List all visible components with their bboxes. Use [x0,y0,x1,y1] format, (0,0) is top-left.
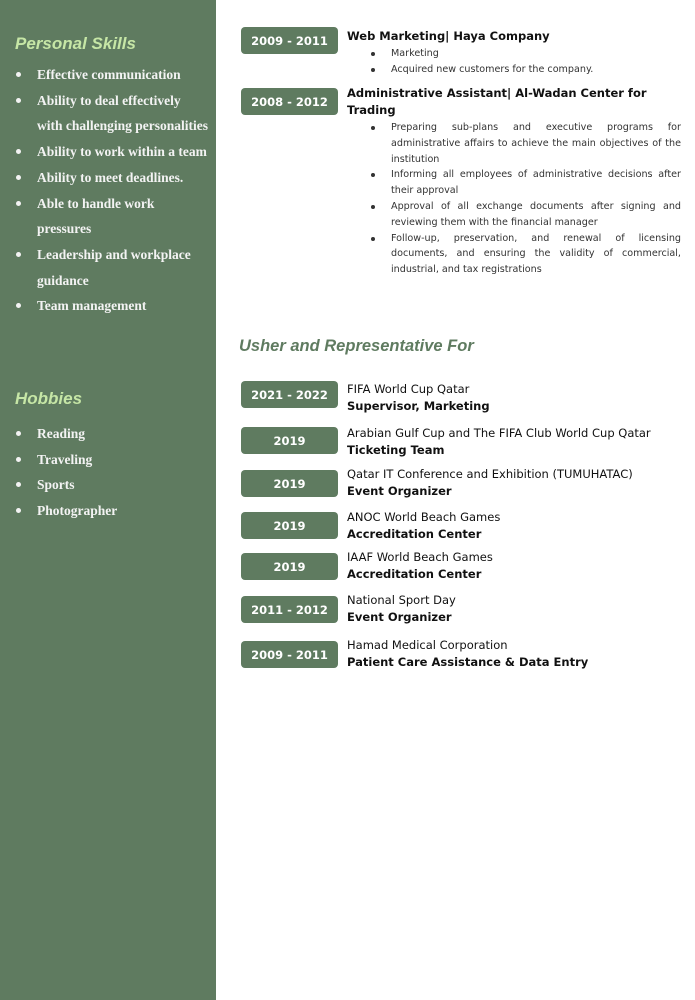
job-bullets [347,120,681,278]
role-title: Accreditation Center [347,526,482,541]
usher-entry [347,549,687,582]
date-badge: 2019 [241,470,338,497]
skill-item: Ability to deal effectively with challenging personalities [0,88,216,139]
bullet-item: Marketing [347,46,681,62]
bullet-item: Informing all employees of administrative decisions after their approval [347,167,681,199]
usher-heading: Usher and Representative For [239,337,474,355]
usher-entry [347,381,687,414]
organization-name: Qatar IT Conference and Exhibition (TUMUHATAC) [347,467,633,481]
experience-entry [347,85,681,278]
job-title: Administrative Assistant| Al-Wadan Center for Trading [347,86,647,117]
job-title: Web Marketing| Haya Company [347,29,550,43]
role-title: Supervisor, Marketing [347,398,490,413]
usher-entry [347,592,687,625]
bullet-item: Preparing sub-plans and executive programs for administrative affairs to achieve the main objectives of the institution [347,120,681,167]
experience-entry [347,28,681,78]
skill-item: Able to handle work pressures [0,191,216,242]
skill-item: Effective communication [0,62,216,88]
organization-name: ANOC World Beach Games [347,510,501,524]
role-title: Ticketing Team [347,442,445,457]
skill-item: Ability to meet deadlines. [0,165,216,191]
personal-skills-heading: Personal Skills [15,34,136,53]
usher-entry [347,466,687,499]
date-badge: 2019 [241,427,338,454]
usher-entry [347,509,687,542]
bullet-item: Acquired new customers for the company. [347,62,681,78]
date-badge: 2021 - 2022 [241,381,338,408]
bullet-item: Follow-up, preservation, and renewal of licensing documents, and ensuring the validity of commercial, industrial, and tax registrations [347,231,681,278]
skill-item: Leadership and workplace guidance [0,242,216,293]
skills-list [0,62,216,319]
main-content [216,0,695,1000]
job-bullets [347,46,681,78]
date-badge: 2011 - 2012 [241,596,338,623]
hobby-item: Photographer [0,498,216,524]
date-badge: 2009 - 2011 [241,641,338,668]
date-badge: 2019 [241,553,338,580]
organization-name: Arabian Gulf Cup and The FIFA Club World Cup Qatar [347,426,651,440]
sidebar [0,0,216,1000]
hobbies-list [0,421,216,524]
bullet-item: Approval of all exchange documents after signing and reviewing them with the financial manager [347,199,681,231]
usher-entry [347,425,687,458]
hobby-item: Reading [0,421,216,447]
role-title: Patient Care Assistance & Data Entry [347,654,589,669]
organization-name: Hamad Medical Corporation [347,638,508,652]
organization-name: National Sport Day [347,593,456,607]
organization-name: IAAF World Beach Games [347,550,493,564]
role-title: Event Organizer [347,483,452,498]
usher-entry [347,637,687,670]
date-badge: 2008 - 2012 [241,88,338,115]
role-title: Event Organizer [347,609,452,624]
date-badge: 2009 - 2011 [241,27,338,54]
hobby-item: Traveling [0,447,216,473]
hobbies-heading: Hobbies [15,389,83,408]
skill-item: Team management [0,293,216,319]
date-badge: 2019 [241,512,338,539]
organization-name: FIFA World Cup Qatar [347,382,470,396]
hobby-item: Sports [0,472,216,498]
skill-item: Ability to work within a team [0,139,216,165]
role-title: Accreditation Center [347,566,482,581]
